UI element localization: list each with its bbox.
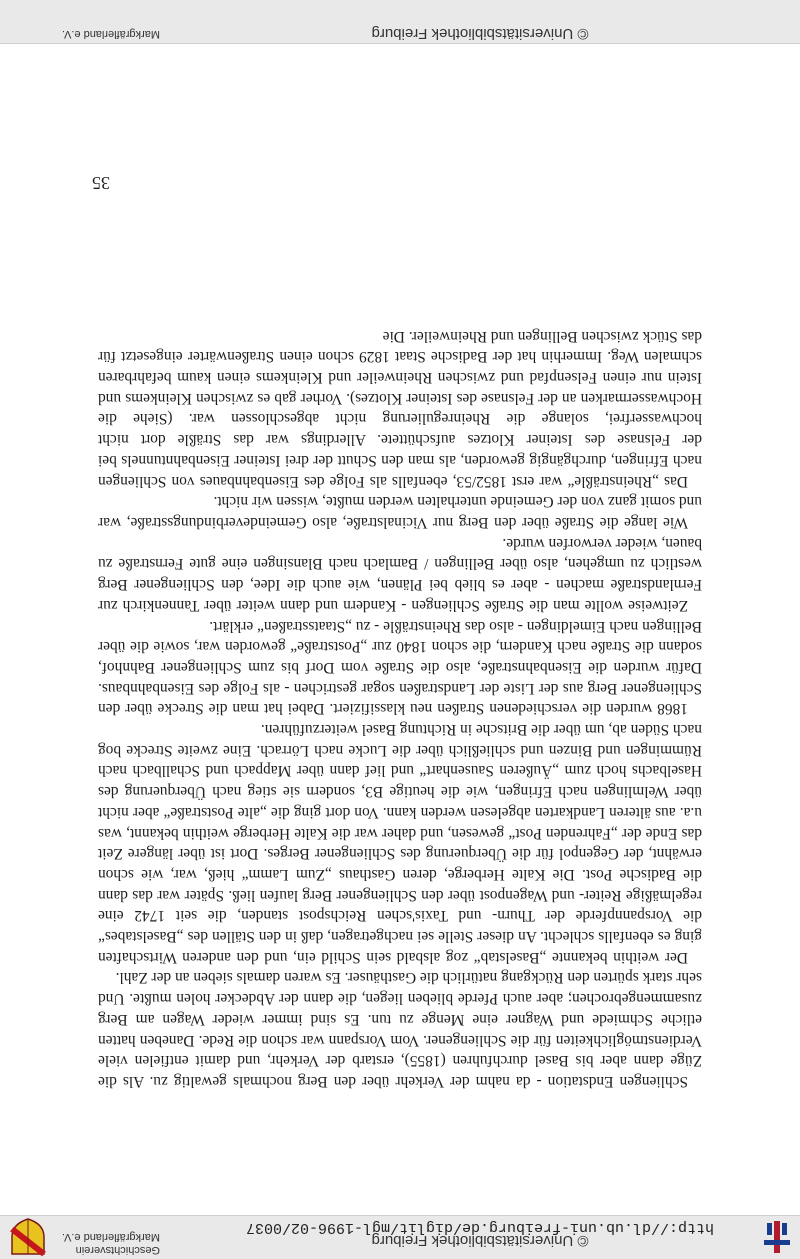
society-region: Markgräflerland e.V. (61, 1231, 160, 1243)
university-logo-icon (760, 1219, 794, 1255)
header-bar (0, 1215, 800, 1259)
page-number: 35 (92, 173, 110, 193)
paragraph: 1868 wurden die verschiedenen Straßen neu klassifiziert. Dabei hat man die Strecke über den Schliengener Berg aus der Liste der Landstraßen sogar gestrichen - als Folge des Eisenbahnbaus. Dafür wurden die Eisenbahnstraße, also die Straße vom Dorf bis zum Schliengener Bahnhof, sodann die Straße nach Kandern, die schon 1840 zur „Poststraße“ geworden war, sowie die über Bellingen nach Eimeldingen - also das Rheinsträßle - zu „Staatsstraßen“ erklärt. (98, 617, 702, 718)
paragraph: Wie lange die Straße über den Berg nur Vicinalstraße, also Gemeindeverbindungsstraße, war und somit ganz von der Gemeinde unterhalten werden mußte, wissen wir nicht. (98, 493, 702, 532)
footer-university-credit: © Universitätsbibliothek Freiburg (371, 25, 589, 42)
document-url[interactable]: http://dl.ub.uni-freiburg.de/diglit/mgl-1996-02/0037 (245, 1219, 715, 1236)
footer-bar (0, 0, 800, 44)
paragraph: Zeitweise wollte man die Straße Schliengen - Kandern und dann weiter über Tannenkirch zur Fernlandstraße machen - aber es blieb bei Plänen, wie auch die Idee, den Schliengener Berg westlich zu umgehen, also über Bellingen / Bamlach nach Blansingen eine gute Fernstraße zu bauen, wieder verworfen wurde. (98, 534, 702, 614)
society-label (54, 1230, 160, 1256)
coat-of-arms-icon (8, 1217, 48, 1257)
paragraph: Das „Rheinsträßle“ war erst 1852/53, ebenfalls als Folge des Eisenbahnbaues von Schliengen nach Efringen, durchgängig geworden, als man den Schutt der drei Isteiner Eisenbahntunnels bei der Felsnase des Isteiner Klotzes aufschüttete. Allerdings war das Sträßle dort nicht hochwasserfrei, solange die Rheinregulierung nicht abgeschlossen war. (Siehe die Hochwassermarken an der Felsnase des Isteiner Klotzes). Vorher gab es zwischen Kleinkems und Istein nur einen Felsenpfad und zwischen Rheinweiler und Kleinkems einen kaum befahrbaren schmalen Weg. Immerhin hat der Badische Staat 1829 schon einen Straßenwärter eingesetzt für das Stück zwischen Bellingen und Rheinweiler. Die (98, 327, 702, 490)
paragraph: Der weithin bekannte „Baselstab“ zog alsbald sein Schild ein, und den anderen Wirtschaften ging es ebenfalls schlecht. An dieser Stelle sei nachgetragen, daß in den Ställen des „Baselstabes“ die Vorspannpferde der Thurn- und Taxis'schen Reichspost standen, die seit 1742 eine regelmäßige Reiter- und Wagenpost über den Schliengener Berg laufen ließ. Später war das dann die Badische Post. Die Kalte Herberge, deren Gasthaus „Zum Lamm“ hieß, war, wie schon erwähnt, der Gegenpol für die Überquerung des Schliengener Berges. Dort ist über längere Zeit das Ende der „Fahrenden Post“ gewesen, und daher war die Kalte Herberge weithin bekannt, was u.a. aus älteren Landkarten abgelesen werden kann. Von dort ging die „alte Poststraße“ aber nicht über Welmlingen nach Efringen, wie die heutige B3, sondern sie stieg nach Überquerung des Haselbachs hoch zum „Äußeren Sausenhart“ und lief dann über Mappach und Schallbach nach Rümmingen und Binzen und schließlich über die Lucke nach Lörrach. Eine zweite Strecke bog nach Süden ab, um über die Britsche in Richtung Basel weiterzuführen. (98, 721, 702, 966)
paragraph: Schliengen Endstation - da nahm der Verkehr über den Berg nochmals gewaltig zu. Als die Züge dann aber bis Basel durchfuhren (1855), erstarb der Verkehr, und damit entfielen viele Verdienstmöglichkeiten für die Schliengener. Vom Vorspann war schon die Rede. Daneben hatten etliche Schmiede und Wagner eine Menge zu tun. Es sind immer wieder Wagen am Berg zusammengebrochen; aber auch Pferde blieben liegen, die dann der Abdecker holen mußte. Und sehr stark spürten den Rückgang natürlich die Gasthäuser. Es waren damals sieben an der Zahl. (98, 969, 702, 1090)
footer-society-label (54, 27, 160, 40)
society-name: Geschichtsverein (75, 1244, 160, 1256)
footer-society-region: Markgräflerland e.V. (61, 28, 160, 40)
university-credit: © Universitätsbibliothek Freiburg (371, 1232, 589, 1249)
document-body (98, 325, 702, 1091)
